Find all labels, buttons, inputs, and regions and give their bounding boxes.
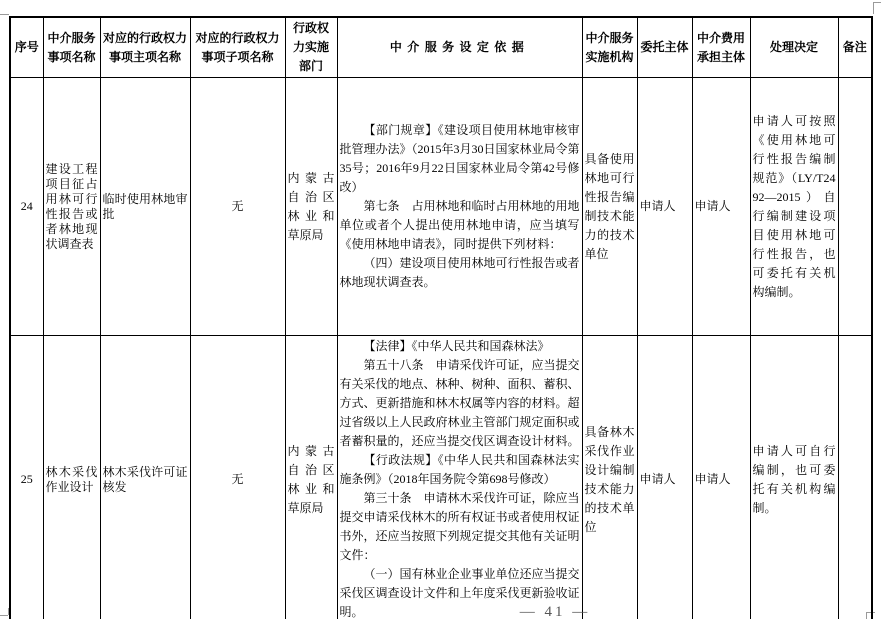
col-header-main-item: 对应的行政权力事项主项名称: [100, 17, 190, 78]
cell-decision: 申请人可自行编制，也可委托有关机构编制。: [750, 336, 838, 619]
cell-fee-bearer: 申请人: [692, 78, 750, 336]
col-header-seq: 序号: [10, 17, 43, 78]
cell-department: 内蒙古自治区林业和草原局: [285, 336, 337, 619]
cell-seq: 24: [10, 78, 43, 336]
cell-main-item: 临时使用林地审批: [100, 78, 190, 336]
col-header-basis: 中介服务设定依据: [337, 17, 582, 78]
page-boundary-mark-top-left: [0, 14, 9, 15]
col-header-service-name: 中介服务事项名称: [43, 17, 100, 78]
cell-basis: [337, 78, 582, 336]
basis-paragraph: 【行政法规】《中华人民共和国森林法实施条例》（2018年国务院令第698号修改）: [339, 453, 580, 487]
page-boundary-mark-bottom-left: [0, 615, 8, 616]
cell-remark: [838, 78, 872, 336]
cell-main-item: 林木采伐许可证核发: [100, 336, 190, 619]
cell-fee-bearer: 申请人: [692, 336, 750, 619]
cell-service-name: 建设工程项目征占用林可行性报告或者林地现状调查表: [43, 78, 100, 336]
col-header-sub-item: 对应的行政权力事项子项名称: [190, 17, 285, 78]
col-header-client: 委托主体: [637, 17, 692, 78]
basis-paragraph: （四）建设项目使用林地可行性报告或者林地现状调查表。: [339, 256, 580, 289]
table-row: [10, 336, 872, 619]
basis-paragraph: （一）国有林业企业事业单位还应当提交采伐区调查设计文件和上年度采伐更新验收证明。: [339, 567, 580, 619]
table-row: [10, 78, 872, 336]
cell-agency: 具备使用林地可行性报告编制技术能力的技术单位: [582, 78, 637, 336]
cell-basis: [337, 336, 582, 619]
basis-paragraph: 【法律】《中华人民共和国森林法》: [363, 339, 550, 354]
cell-agency: 具备林木采伐作业设计编制技术能力的技术单位: [582, 336, 637, 619]
intermediary-services-table: [9, 16, 873, 619]
basis-paragraph: 第三十条 申请林木采伐许可证，除应当提交申请采伐林木的所有权证书或者使用权证书外，还应当按照下列规定提交其他有关证明文件：: [339, 491, 580, 563]
basis-paragraph: 第五十八条 申请采伐许可证，应当提交有关采伐的地点、林种、树种、面积、蓄积、方式、更新措施和林木权属等内容的材料。超过省级以上人民政府林业主管部门规定面积或者蓄积量的，还应当提交伐区调查设计材料。: [339, 358, 580, 449]
footer-page-number: — 41 —: [519, 604, 591, 619]
cell-client: 申请人: [637, 336, 692, 619]
basis-paragraph: 【部门规章】《建设项目使用林地审核审批管理办法》（2015年3月30日国家林业局令第35号；2016年9月22日国家林业局令第42号修改）: [339, 123, 580, 194]
cell-service-name: 林木采伐作业设计: [43, 336, 100, 619]
page-boundary-mark-top-right: [873, 2, 881, 3]
cell-sub-item: 无: [190, 78, 285, 336]
col-header-remark: 备注: [838, 17, 872, 78]
col-header-fee-bearer: 中介费用承担主体: [692, 17, 750, 78]
cell-remark: [838, 336, 872, 619]
cell-department: 内蒙古自治区林业和草原局: [285, 78, 337, 336]
cell-seq: 25: [10, 336, 43, 619]
cell-sub-item: 无: [190, 336, 285, 619]
cell-client: 申请人: [637, 78, 692, 336]
table-header-row: [10, 17, 872, 78]
col-header-agency: 中介服务实施机构: [582, 17, 637, 78]
col-header-decision: 处理决定: [750, 17, 838, 78]
basis-paragraph: 第七条 占用林地和临时占用林地的用地单位或者个人提出使用林地申请，应当填写《使用林地申请表》，同时提供下列材料：: [339, 199, 580, 251]
col-header-department: 行政权力实施部门: [285, 17, 337, 78]
cell-decision: 申请人可按照《使用林地可行性报告编制规范》（LY/T2492—2015）自行编制建设项目使用林地可行性报告，也可委托有关机构编制。: [750, 78, 838, 336]
page-boundary-mark-top-right: [873, 2, 874, 14]
